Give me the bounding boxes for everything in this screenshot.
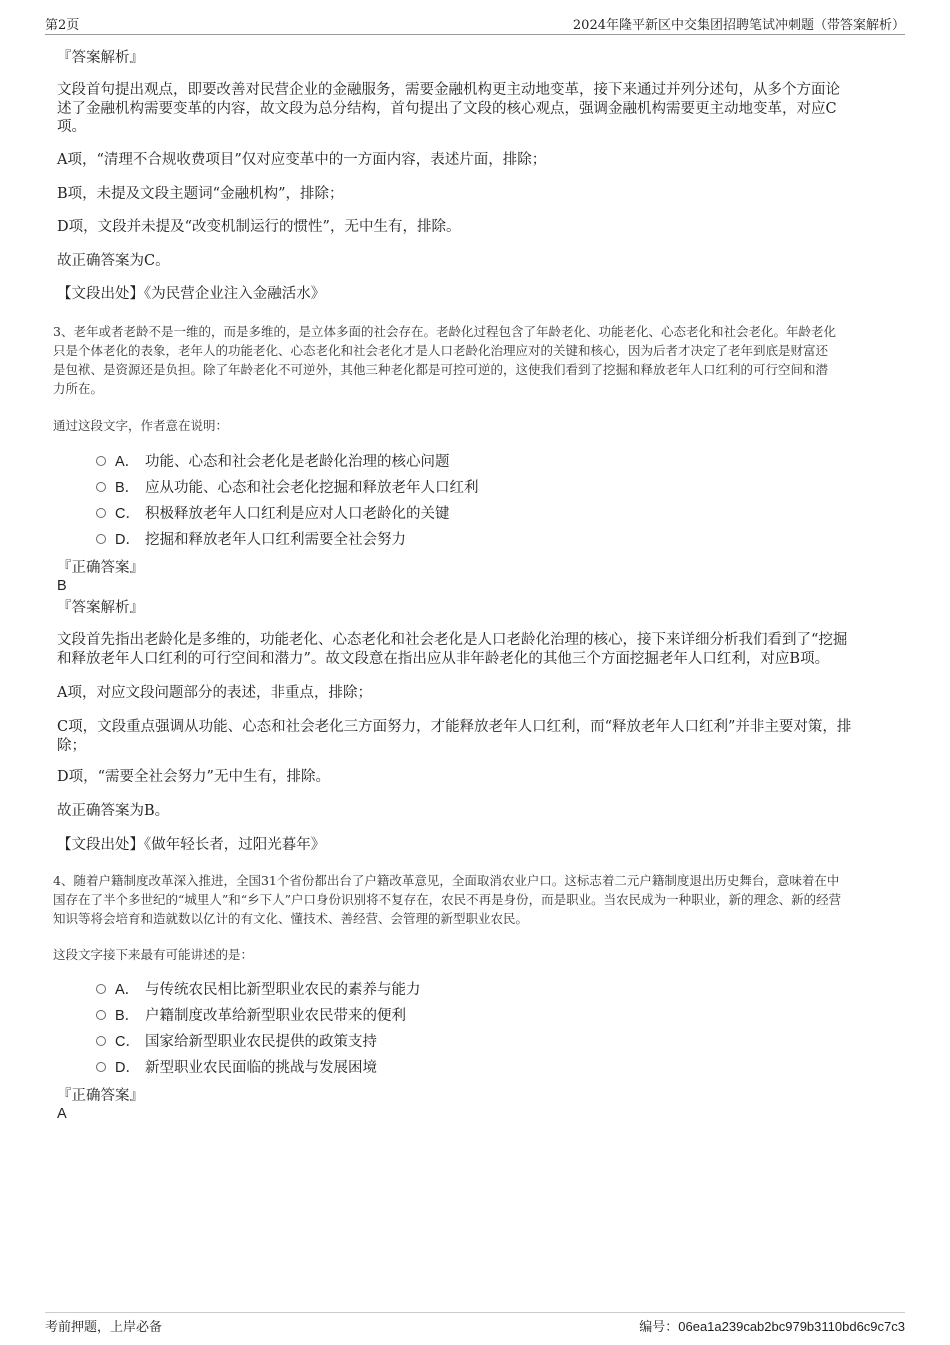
q4-correct-label: 『正确答案』	[57, 1088, 144, 1104]
q3-analysis-line: 文段首先指出老龄化是多维的，功能老化、心态老化和社会老化是人口老龄化治理的核心，接下来详细分析我们看到了“挖掘	[57, 632, 848, 648]
page-footer	[45, 1312, 905, 1335]
q3-option-c-note	[57, 718, 907, 755]
q2-analysis-line: 述了金融机构需要变革的内容，故文段为总分结构，首句提出了文段的核心观点，强调金融机构需要更主动地变革，对应C	[57, 100, 837, 117]
q2-option-b-note: B项，未提及文段主题词“金融机构”，排除；	[57, 186, 344, 202]
q3-analysis-line: 和释放老年人口红利的可行空间和潜力”。故文段意在指出应从非年龄老化的其他三个方面挖掘老年人口红利，对应B项。	[57, 650, 830, 667]
q4-option-c[interactable]	[96, 1032, 377, 1052]
q2-option-d-note: D项，文段并未提及“改变机制运行的惯性”，无中生有，排除。	[57, 219, 461, 235]
q3-stem-line: 是包袱、是资源还是负担。除了年龄老化不可逆外，其他三种老化都是可控可逆的，这使我们看到了挖掘和释放老年人口红利的可行空间和潜	[53, 362, 829, 377]
page-header	[45, 14, 905, 35]
option-text: 挖掘和释放老年人口红利需要全社会努力	[145, 532, 406, 548]
q3-stem-line: 3、老年或者老龄不是一维的，而是多维的，是立体多面的社会存在。老龄化过程包含了年龄老化、功能老化、心态老化和社会老化。年龄老化	[53, 324, 836, 339]
q3-option-c-line: 除；	[57, 737, 86, 754]
q4-stem-line: 4、随着户籍制度改革深入推进，全国31个省份都出台了户籍改革意见，全面取消农业户口。这标志着二元户籍制度退出历史舞台，意味着在中	[53, 873, 840, 888]
q4-stem-line: 知识等将会培育和造就数以亿计的有文化、懂技术、善经营、会管理的新型职业农民。	[53, 911, 529, 926]
q2-analysis-line: 文段首句提出观点，即要改善对民营企业的金融服务，需要金融机构更主动地变革，接下来通过并列分述句，从多个方面论	[57, 82, 840, 98]
option-text: 新型职业农民面临的挑战与发展困境	[145, 1060, 377, 1076]
radio-circle-icon[interactable]	[96, 1010, 106, 1020]
radio-circle-icon[interactable]	[96, 534, 106, 544]
option-letter: B．	[115, 480, 140, 496]
q2-source: 【文段出处】《为民营企业注入金融活水》	[57, 286, 326, 302]
q4-option-b[interactable]	[96, 1006, 406, 1026]
q3-analysis-label: 『答案解析』	[57, 600, 144, 616]
option-letter: D．	[115, 1060, 140, 1076]
footer-slogan: 考前押题，上岸必备	[45, 1320, 163, 1335]
q3-option-a-note: A项，对应文段问题部分的表述，非重点，排除；	[57, 685, 372, 701]
option-text: 国家给新型职业农民提供的政策支持	[145, 1034, 377, 1050]
q2-conclusion: 故正确答案为C。	[57, 253, 170, 269]
q2-analysis-paragraph	[57, 81, 907, 137]
q3-analysis-paragraph	[57, 631, 907, 668]
q4-stem	[53, 871, 903, 928]
q4-option-a[interactable]	[96, 980, 421, 1000]
radio-circle-icon[interactable]	[96, 984, 106, 994]
q4-stem-line: 国存在了半个多世纪的“城里人”和“乡下人”户口身份识别将不复存在，农民不再是身份，而是职业。当农民成为一种职业，新的理念、新的经营	[53, 892, 842, 907]
q4-correct-answer: A	[57, 1106, 67, 1122]
document-code: 编号：06ea1a239cab2bc979b3110bd6c9c7c3	[639, 1319, 905, 1334]
q2-option-a-note: A项，“清理不合规收费项目”仅对应变革中的一方面内容，表述片面，排除；	[57, 152, 547, 168]
option-letter: C．	[115, 1034, 140, 1050]
page-number: 第2页	[45, 18, 80, 33]
q3-option-b[interactable]	[96, 478, 479, 498]
option-text: 积极释放老年人口红利是应对人口老龄化的关键	[145, 506, 450, 522]
q3-correct-label: 『正确答案』	[57, 560, 144, 576]
q3-conclusion: 故正确答案为B。	[57, 803, 170, 819]
q4-option-d[interactable]	[96, 1058, 377, 1078]
q3-prompt: 通过这段文字，作者意在说明：	[53, 418, 229, 433]
q3-source: 【文段出处】《做年轻长者，过阳光暮年》	[57, 837, 326, 853]
option-text: 功能、心态和社会老化是老龄化治理的核心问题	[145, 454, 450, 470]
option-letter: B．	[115, 1008, 140, 1024]
q3-stem-line: 力所在。	[53, 381, 104, 396]
q3-option-c[interactable]	[96, 504, 450, 524]
radio-circle-icon[interactable]	[96, 456, 106, 466]
q3-option-a[interactable]	[96, 452, 450, 472]
option-letter: A．	[115, 982, 140, 998]
radio-circle-icon[interactable]	[96, 508, 106, 518]
option-text: 户籍制度改革给新型职业农民带来的便利	[145, 1008, 406, 1024]
option-letter: A．	[115, 454, 140, 470]
q2-analysis-line: 项。	[57, 119, 86, 135]
option-text: 应从功能、心态和社会老化挖掘和释放老年人口红利	[145, 480, 479, 496]
document-title: 2024年隆平新区中交集团招聘笔试冲刺题（带答案解析）	[572, 18, 905, 33]
q3-option-d[interactable]	[96, 530, 406, 550]
q3-option-c-line: C项，文段重点强调从功能、心态和社会老化三方面努力，才能释放老年人口红利，而“释放老年人口红利”并非主要对策，排	[57, 719, 852, 735]
q2-analysis-label: 『答案解析』	[57, 50, 144, 66]
q3-stem-line: 只是个体老化的表象，老年人的功能老化、心态老化和社会老化才是人口老龄化治理应对的关键和核心，因为后者才决定了老年到底是财富还	[53, 343, 829, 358]
q3-option-d-note: D项，“需要全社会努力”无中生有，排除。	[57, 769, 330, 785]
q3-stem	[53, 322, 903, 398]
option-letter: D．	[115, 532, 140, 548]
q3-correct-answer: B	[57, 578, 67, 594]
option-text: 与传统农民相比新型职业农民的素养与能力	[145, 982, 421, 998]
radio-circle-icon[interactable]	[96, 1062, 106, 1072]
q4-prompt: 这段文字接下来最有可能讲述的是：	[53, 947, 254, 962]
radio-circle-icon[interactable]	[96, 482, 106, 492]
radio-circle-icon[interactable]	[96, 1036, 106, 1046]
option-letter: C．	[115, 506, 140, 522]
